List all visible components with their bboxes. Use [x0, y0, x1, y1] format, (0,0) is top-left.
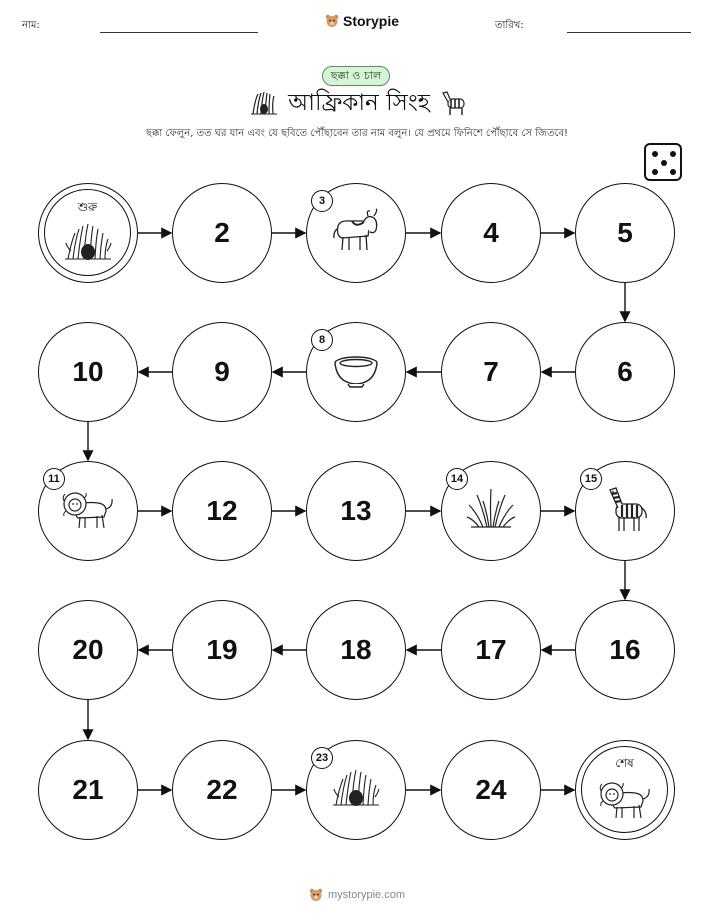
lion-icon	[60, 487, 116, 535]
cell-number: 9	[214, 356, 230, 387]
board-cell-19[interactable]	[172, 600, 272, 700]
board-cell-4[interactable]	[441, 183, 541, 283]
board-cell-20[interactable]	[38, 600, 138, 700]
picture-cell-8[interactable]	[306, 322, 406, 422]
board-cell-13[interactable]	[306, 461, 406, 561]
board-cell-12[interactable]	[172, 461, 272, 561]
grass-icon	[465, 487, 517, 535]
cell-number: 18	[340, 634, 372, 665]
footer-url[interactable]: mystorypie.com	[327, 889, 406, 901]
game-type-tag: ছক্কা ও চাল	[322, 66, 390, 86]
board-cell-24[interactable]	[441, 740, 541, 840]
cell-number-badge: 3	[311, 190, 333, 212]
cell-number: 7	[483, 356, 499, 387]
wildebeest-icon	[330, 208, 382, 258]
cell-number: 12	[206, 495, 238, 526]
cell-number-badge: 23	[311, 747, 333, 769]
board-cell-6[interactable]	[575, 322, 675, 422]
board-cell-7[interactable]	[441, 322, 541, 422]
lion-icon	[597, 777, 653, 825]
cell-inner-ring	[581, 746, 668, 833]
board-cell-16[interactable]	[575, 600, 675, 700]
picture-cell-3[interactable]	[306, 183, 406, 283]
cell-number: 5	[617, 217, 633, 248]
cell-number: 20	[72, 634, 104, 665]
start-cell[interactable]	[38, 183, 138, 283]
title-text: আফ্রিকান সিংহ	[288, 89, 430, 116]
name-label: নাম:	[22, 20, 40, 31]
bush-icon	[331, 767, 381, 813]
picture-cell-14[interactable]	[441, 461, 541, 561]
finish-label: শেষ	[615, 755, 634, 770]
date-label: তারিখ:	[495, 20, 524, 31]
picture-cell-23[interactable]	[306, 740, 406, 840]
cell-number-badge: 15	[580, 468, 602, 490]
cell-number: 13	[340, 495, 372, 526]
bowl-icon	[331, 351, 381, 393]
cell-number-badge: 11	[43, 468, 65, 490]
cell-number-badge: 8	[311, 329, 333, 351]
cell-number: 10	[72, 356, 104, 387]
cell-number-badge: 14	[446, 468, 468, 490]
cell-number: 22	[206, 774, 238, 805]
board-cell-9[interactable]	[172, 322, 272, 422]
board-cell-10[interactable]	[38, 322, 138, 422]
board-cell-18[interactable]	[306, 600, 406, 700]
cell-number: 6	[617, 356, 633, 387]
start-label: শুরু	[77, 199, 98, 214]
cell-number: 19	[206, 634, 238, 665]
finish-cell[interactable]	[575, 740, 675, 840]
picture-cell-15[interactable]	[575, 461, 675, 561]
brand-name: Storypie	[343, 13, 400, 29]
board-cell-5[interactable]	[575, 183, 675, 283]
board-cell-22[interactable]	[172, 740, 272, 840]
cell-number: 16	[609, 634, 641, 665]
footer	[0, 888, 714, 902]
board-cell-2[interactable]	[172, 183, 272, 283]
cell-number: 17	[475, 634, 507, 665]
instructions: ছক্কা ফেলুন, তত ঘর যান এবং যে ছবিতে পৌঁছাবেন তার নাম বলুন। যে প্রথমে ফিনিশে পৌঁছাবে সে জিতবে!	[145, 128, 569, 139]
zebra-icon	[600, 484, 650, 538]
cell-number: 24	[475, 774, 507, 805]
bear-icon	[309, 888, 323, 902]
picture-cell-11[interactable]	[38, 461, 138, 561]
cell-inner-ring	[44, 189, 131, 276]
cell-number: 2	[214, 217, 230, 248]
cell-number: 4	[483, 217, 499, 248]
board-cell-21[interactable]	[38, 740, 138, 840]
cell-number: 21	[72, 774, 104, 805]
board-cell-17[interactable]	[441, 600, 541, 700]
bush-icon	[63, 221, 113, 267]
